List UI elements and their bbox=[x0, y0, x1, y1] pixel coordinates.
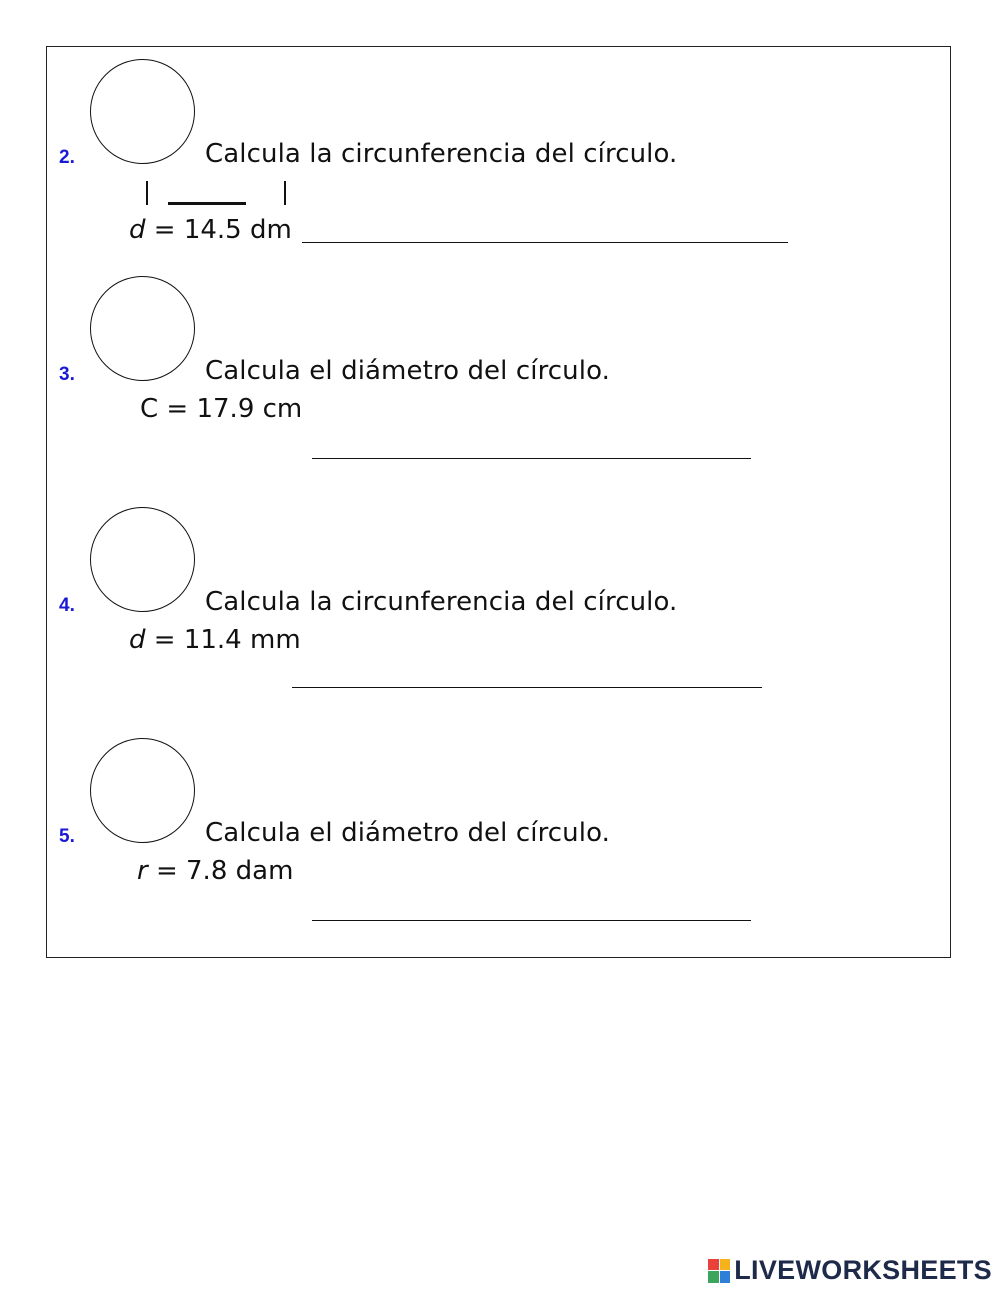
problem-prompt: Calcula la circunferencia del círculo. bbox=[205, 587, 678, 617]
marker-bar-left bbox=[146, 181, 148, 205]
problem-number: 3. bbox=[59, 364, 75, 385]
problem-prompt: Calcula el diámetro del círculo. bbox=[205, 356, 610, 386]
answer-line[interactable] bbox=[302, 242, 788, 243]
problem-3 bbox=[46, 264, 951, 496]
liveworksheets-logo-icon bbox=[708, 1259, 730, 1283]
problem-5 bbox=[46, 726, 951, 958]
problem-prompt: Calcula el diámetro del círculo. bbox=[205, 818, 610, 848]
problem-number: 5. bbox=[59, 826, 75, 847]
circle-figure bbox=[90, 59, 195, 164]
brand-name: LIVEWORKSHEETS bbox=[734, 1255, 992, 1285]
marker-line bbox=[168, 202, 246, 205]
circle-figure bbox=[90, 276, 195, 381]
problem-number: 2. bbox=[59, 147, 75, 168]
brand-footer bbox=[708, 1255, 992, 1286]
given-value: C = 17.9 cm bbox=[140, 394, 303, 424]
problem-prompt: Calcula la circunferencia del círculo. bbox=[205, 139, 678, 169]
given-value: d = 14.5 dm bbox=[129, 215, 292, 245]
answer-line[interactable] bbox=[292, 687, 762, 688]
circle-figure bbox=[90, 507, 195, 612]
circle-figure bbox=[90, 738, 195, 843]
diameter-marker bbox=[142, 179, 292, 209]
given-value: r = 7.8 dam bbox=[137, 856, 294, 886]
problem-number: 4. bbox=[59, 595, 75, 616]
problem-4 bbox=[46, 495, 951, 727]
worksheet bbox=[46, 46, 951, 958]
problem-2 bbox=[46, 46, 951, 266]
answer-line[interactable] bbox=[312, 920, 751, 921]
marker-bar-right bbox=[284, 181, 286, 205]
answer-line[interactable] bbox=[312, 458, 751, 459]
given-value: d = 11.4 mm bbox=[129, 625, 301, 655]
